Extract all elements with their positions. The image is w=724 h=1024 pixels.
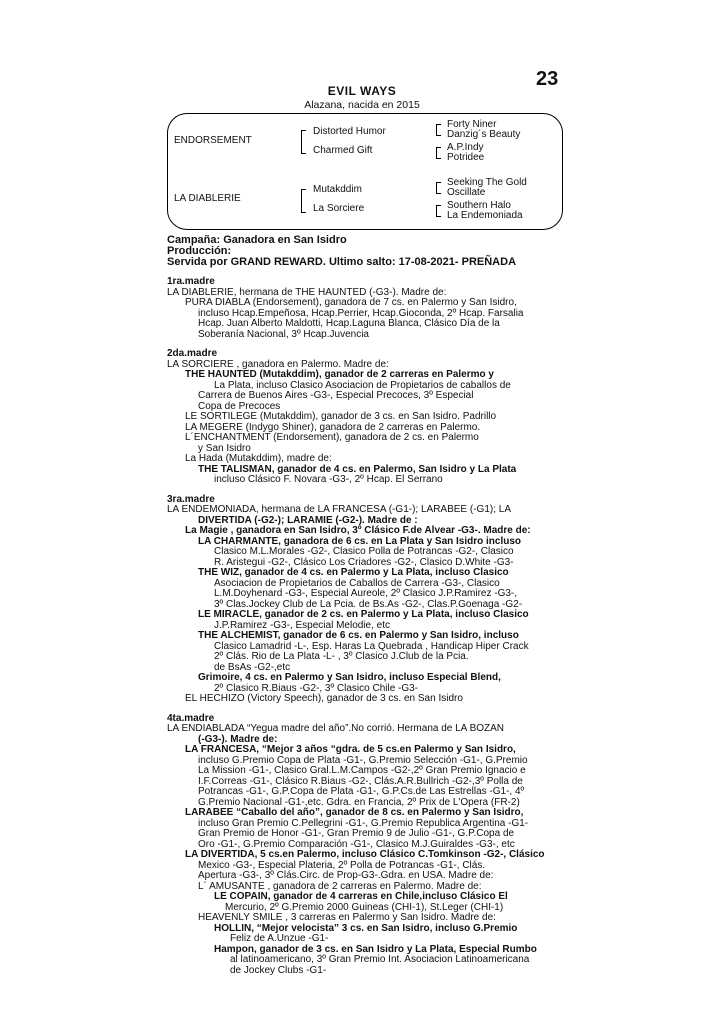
horse-description: Alazana, nacida en 2015 [304, 99, 420, 111]
bracket [301, 130, 306, 154]
dam2-line: incluso Clásico F. Novara -G3-, 2º Hcap. El Serrano [214, 474, 443, 485]
dam2-line: Carrera de Buenos Aires -G3-, Especial Precoces, 3º Especial [198, 390, 474, 401]
dam4-line: HEAVENLY SMILE , 3 carreras en Palermo y San Isidro. Madre de: [198, 912, 496, 923]
dam3-line: 2º Clasico R.Biaus -G2-, 3º Clasico Chile -G3- [214, 682, 419, 694]
pedigree-sire-dam: Charmed Gift [313, 145, 373, 156]
production-line: Producción: [167, 245, 232, 257]
dam4-line: LARABEE “Caballo del año”, ganador de 8 cs. en Palermo y San Isidro, [185, 807, 524, 818]
catalog-body [167, 235, 567, 976]
dam4-line: Apertura -G3-, 3º Clás.Circ. de Prop-G3-.Gdra. en USA. Madre de: [198, 870, 494, 881]
pedigree-sire: ENDORSEMENT [174, 135, 252, 146]
dam3-line: 2º Clás. Rio de La Plata -L- , 3º Clasico J.Club de la Pcia. [214, 651, 469, 662]
campaign-line: Campaña: Ganadora en San Isidro [167, 234, 347, 246]
pedigree-g3: Southern Halo [447, 200, 511, 211]
dam1-line: LA DIABLERIE, hermana de THE HAUNTED (-G3-). Madre de: [167, 286, 447, 298]
dam4-line: de Jockey Clubs -G1- [230, 964, 327, 976]
pedigree-g3: La Endemoniada [447, 210, 523, 221]
pedigree-g3: Forty Niner [447, 119, 497, 130]
dam4-line: Hampon, ganador de 3 cs. en San Isidro y La Plata, Especial Rumbo [214, 943, 537, 955]
dam4-line: al latinoamericano, 3º Gran Premio Int. Asociacion Latinoamericana [230, 954, 530, 965]
pedigree-dam-dam: La Sorciere [313, 203, 365, 214]
dam2-line: THE TALISMAN, ganador de 4 cs. en Palermo, San Isidro y La Plata [198, 463, 517, 475]
pedigree-dam-sire: Mutakddim [313, 184, 362, 195]
dam3-line: DIVERTIDA (-G2-); LARAMIE (-G2-). Madre de : [198, 514, 418, 526]
dam4-line: HOLLIN, “Mejor velocista” 3 cs. en San Isidro, incluso G.Premio [214, 922, 518, 934]
pedigree-g3: A.P.Indy [447, 142, 484, 153]
dam2-line: L´ENCHANTMENT (Endorsement), ganadora de 2 cs. en Palermo [185, 432, 479, 443]
dam3-line: La Magie , ganadora en San Isidro, 3º Clásico F.de Alvear -G3-. Madre de: [185, 525, 531, 536]
dam2-heading: 2da.madre [167, 348, 218, 359]
dam3-line: R. Aristegui -G2-, Clásico Los Criadores -G2-, Clasico D.White -G3- [214, 556, 514, 568]
dam3-line: EL HECHIZO (Victory Speech), ganador de 3 cs. en San Isidro [185, 693, 463, 704]
dam2-line: THE HAUNTED (Mutakddim), ganador de 2 carreras en Palermo y [185, 369, 494, 380]
dam4-line: LA FRANCESA, “Mejor 3 años “gdra. de 5 cs.en Palermo y San Isidro, [185, 744, 516, 755]
dam3-line: THE WIZ, ganador de 4 cs. en Palermo y La Plata, incluso Clasico [198, 567, 509, 578]
dam4-line: G.Premio Nacional -G1-,etc. Gdra. en Francia, 2º Prix de L'Opera (FR-2) [198, 796, 520, 808]
pedigree-dam: LA DIABLERIE [174, 193, 241, 204]
dam3-line: Clasico Lamadrid -L-, Esp. Haras La Quebrada , Handicap Hiper Crack [214, 640, 529, 652]
dam3-line: 3º Clas.Jockey Club de La Pcia. de Bs.As -G2-, Clas.P.Goenaga -G2- [214, 598, 523, 610]
dam2-line: LA SORCIERE , ganadora en Palermo. Madre de: [167, 358, 389, 370]
dam4-line: Mexico -G3-, Especial Plateria, 2º Polla de Potrancas -G1-, Clás. [198, 859, 486, 871]
dam2-line: La Plata, incluso Clasico Asociacion de Propietarios de caballos de [214, 379, 511, 391]
served-line: Servida por GRAND REWARD. Ultimo salto: 17-08-2021- PREÑADA [167, 256, 517, 268]
dam3-line: L.M.Doyhenard -G3-, Especial Aureole, 2º Clasico J.P.Ramirez -G3-, [214, 588, 518, 599]
dam1-line: PURA DIABLA (Endorsement), ganadora de 7 cs. en Palermo y San Isidro, [185, 297, 517, 308]
dam1-line: incluso Hcap.Empeñosa, Hcap.Perrier, Hcap.Gioconda, 2º Hcap. Farsalia [198, 307, 524, 319]
bracket [436, 147, 441, 159]
dam2-line: LE SORTILEGE (Mutakddim), ganador de 3 cs. en San Isidro. Padrillo [185, 411, 497, 422]
dam3-line: Grimoire, 4 cs. en Palermo y San Isidro, incluso Especial Blend, [198, 672, 501, 683]
dam4-line: incluso G.Premio Copa de Plata -G1-, G.Premio Selección -G1-, G.Premio [198, 754, 528, 766]
dam4-line: (-G3-). Madre de: [198, 733, 278, 745]
pedigree-g3: Danzig´s Beauty [447, 129, 521, 140]
dam3-line: LE MIRACLE, ganador de 2 cs. en Palermo y La Plata, incluso Clasico [198, 609, 529, 620]
pedigree-box [167, 113, 563, 230]
dam4-line: LA DIVERTIDA, 5 cs.en Palermo, incluso Clásico C.Tomkinson -G2-, Clásico [185, 849, 545, 860]
dam2-line: LA MEGERE (Indygo Shiner), ganadora de 2 carreras en Palermo. [185, 421, 481, 433]
dam2-line: La Hada (Mutakddim), madre de: [185, 453, 332, 464]
pedigree-g3: Oscillate [447, 187, 486, 198]
dam3-line: de BsAs -G2-,etc [214, 661, 291, 673]
dam3-line: Clasico M.L.Morales -G2-, Clasico Polla de Potrancas -G2-, Clasico [214, 546, 514, 557]
dam3-line: Asociacion de Propietarios de Caballos de Carrera -G3-, Clasico [214, 577, 500, 589]
dam2-line: y San Isidro [198, 442, 251, 454]
dam4-line: L´ AMUSANTE , ganadora de 2 carreras en Palermo. Madre de: [198, 880, 482, 892]
dam4-line: incluso Gran Premio C.Pellegrini -G1-, G.Premio Republica Argentina -G1- [198, 817, 529, 829]
dam4-line: I.F.Correas -G1-, Clásico R.Biaus -G2-, Clás.A.R.Bullrich -G2-,3º Polla de [198, 775, 523, 787]
dam1-line: Hcap. Juan Alberto Maldotti, Hcap.Laguna Blanca, Clásico Día de la [198, 318, 500, 329]
dam3-heading: 3ra.madre [167, 493, 215, 505]
dam2-line: Copa de Precoces [198, 400, 281, 412]
bracket [436, 182, 441, 194]
dam4-heading: 4ta.madre [167, 712, 215, 724]
dam4-line: Mercurio, 2º G.Premio 2000 Guineas (CHI-1), St.Leger (CHI-1) [225, 901, 504, 913]
lot-number: 23 [536, 68, 559, 90]
dam3-line: J.P.Ramirez -G3-, Especial Melodie, etc [214, 619, 390, 631]
horse-name: EVIL WAYS [327, 84, 397, 98]
dam3-line: LA CHARMANTE, ganadora de 6 cs. en La Plata y San Isidro incluso [198, 535, 522, 547]
dam3-line: LA ENDEMONIADA, hermana de LA FRANCESA (-G1-); LARABEE (-G1); LA [167, 504, 511, 515]
dam4-line: Potrancas -G1-, G.P.Copa de Plata -G1-, G.P.Cs.de Las Estrellas -G1-, 4º [198, 786, 525, 797]
pedigree-g3: Potridee [447, 152, 485, 163]
pedigree-g3: Seeking The Gold [447, 177, 527, 188]
dam4-line: LE COPAIN, ganador de 4 carreras en Chile,incluso Clásico El [214, 891, 508, 902]
dam4-line: Gran Premio de Honor -G1-, Gran Premio 9 de Julio -G1-, G.P.Copa de [198, 828, 515, 839]
dam4-line: La Mission -G1-, Clasico Gral.L.M.Campos -G2-,2º Gran Premio Ignacio e [198, 765, 526, 776]
dam3-line: THE ALCHEMIST, ganador de 6 cs. en Palermo y San Isidro, incluso [198, 630, 519, 641]
dam4-line: LA ENDIABLADA “Yegua madre del año”.No corrió. Hermana de LA BOZAN [167, 723, 505, 734]
dam4-line: Feliz de A.Unzue -G1- [230, 933, 329, 944]
bracket [436, 124, 441, 136]
dam1-heading: 1ra.madre [167, 276, 215, 287]
dam4-line: Oro -G1-, G.Premio Comparación -G1-, Clasico M.J.Guiraldes -G3-, etc [198, 838, 515, 850]
pedigree-sire-sire: Distorted Humor [313, 126, 386, 137]
bracket [436, 205, 441, 217]
dam1-line: Soberanía Nacional, 3º Hcap.Juvencia [198, 328, 369, 340]
bracket [301, 189, 306, 213]
